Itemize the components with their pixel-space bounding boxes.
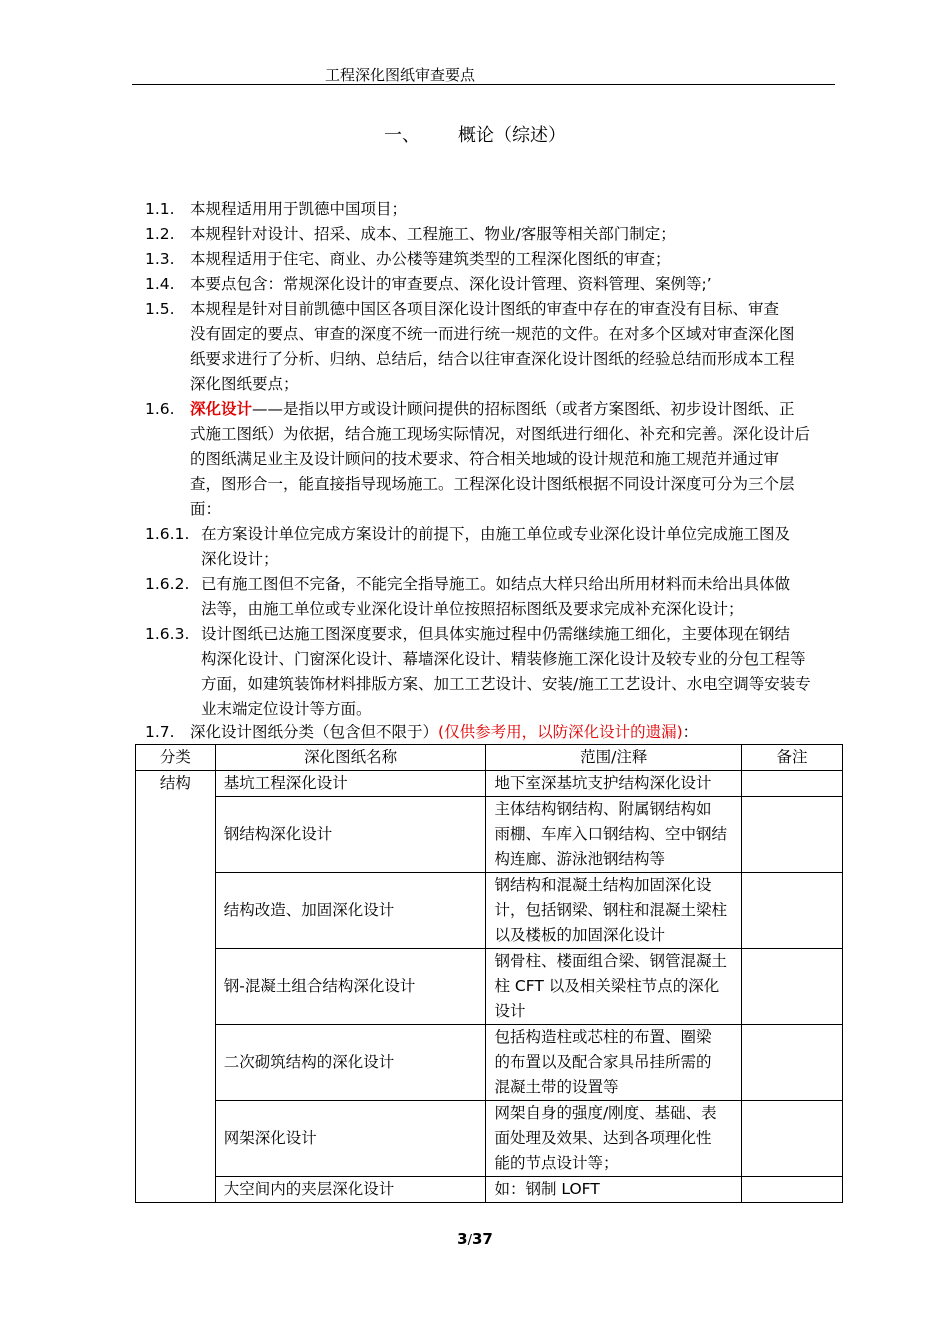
item-1-5-line: 没有固定的要点、审查的深度不统一而进行统一规范的文件。在对多个区域对审查深化图 <box>190 325 795 343</box>
scope-cell: 钢骨柱、楼面组合梁、钢管混凝土 柱 CFT 以及相关梁柱节点的深化 设计 <box>486 949 742 1025</box>
item-1-6-2: 1.6.2. 已有施工图但不完备，不能完全指导施工。如结点大样只给出所用材料而未给出具体做 <box>145 575 791 593</box>
remark-cell <box>741 1025 842 1101</box>
col-header-name: 深化图纸名称 <box>215 745 486 771</box>
header-rule <box>132 84 835 85</box>
current-page: 3 <box>457 1230 468 1248</box>
item-1-6: 1.6. 深化设计——是指以甲方或设计顾问提供的招标图纸（或者方案图纸、初步设计图纸、正 <box>145 400 795 418</box>
drawing-category-table <box>135 744 843 1203</box>
drawing-name: 结构改造、加固深化设计 <box>215 873 486 949</box>
item-1-4: 1.4. 本要点包含：常规深化设计的审查要点、深化设计管理、资料管理、案例等;’ <box>145 275 712 293</box>
col-header-scope: 范围/注释 <box>486 745 742 771</box>
drawing-name: 钢-混凝土组合结构深化设计 <box>215 949 486 1025</box>
item-1-1: 1.1. 本规程适用用于凯德中国项目； <box>145 200 408 218</box>
section-title <box>0 121 950 147</box>
drawing-name: 网架深化设计 <box>215 1101 486 1177</box>
scope-cell: 包括构造柱或芯柱的布置、圈梁 的布置以及配合家具吊挂所需的 混凝土带的设置等 <box>486 1025 742 1101</box>
table-row <box>136 873 843 949</box>
item-1-6-line: 式施工图纸）为依据，结合施工现场实际情况，对图纸进行细化、补充和完善。深化设计后 <box>190 425 811 443</box>
scope-cell: 网架自身的强度/刚度、基础、表 面处理及效果、达到各项理化性 能的节点设计等； <box>486 1101 742 1177</box>
drawing-name: 二次砌筑结构的深化设计 <box>215 1025 486 1101</box>
running-header: 工程深化图纸审查要点 <box>325 66 476 84</box>
table-row <box>136 1025 843 1101</box>
table-row <box>136 1177 843 1203</box>
remark-cell <box>741 797 842 873</box>
item-1-6-1-line: 深化设计； <box>201 550 279 568</box>
item-1-2: 1.2. 本规程针对设计、招采、成本、工程施工、物业/客服等相关部门制定； <box>145 225 676 243</box>
term-highlight: 深化设计 <box>190 400 253 418</box>
col-header-remark: 备注 <box>741 745 842 771</box>
page-number <box>0 1230 950 1248</box>
remark-cell <box>741 873 842 949</box>
item-1-5-line: 深化图纸要点； <box>190 375 299 393</box>
table-row <box>136 771 843 797</box>
page-separator: / <box>467 1233 472 1248</box>
scope-cell: 钢结构和混凝土结构加固深化设 计，包括钢梁、钢柱和混凝土梁柱 以及楼板的加固深化设计 <box>486 873 742 949</box>
table-row <box>136 949 843 1025</box>
item-1-7: 1.7. 深化设计图纸分类（包含但不限于）(仅供参考用，以防深化设计的遗漏)： <box>145 723 699 741</box>
remark-cell <box>741 1101 842 1177</box>
item-1-5: 1.5. 本规程是针对目前凯德中国区各项目深化设计图纸的审查中存在的审查没有目标、审查 <box>145 300 780 318</box>
table-header-row <box>136 745 843 771</box>
item-1-6-3-line: 业末端定位设计等方面。 <box>201 700 372 718</box>
item-1-6-3: 1.6.3. 设计图纸已达施工图深度要求，但具体实施过程中仍需继续施工细化，主要体现在钢结 <box>145 625 791 643</box>
total-pages: 37 <box>471 1230 493 1248</box>
table-row <box>136 1101 843 1177</box>
item-1-6-3-line: 构深化设计、门窗深化设计、幕墙深化设计、精装修施工深化设计及较专业的分包工程等 <box>201 650 806 668</box>
item-1-6-line: 查，图形合一，能直接指导现场施工。工程深化设计图纸根据不同设计深度可分为三个层 <box>190 475 795 493</box>
scope-cell: 如：钢制 LOFT <box>486 1177 742 1203</box>
scope-cell: 主体结构钢结构、附属钢结构如 雨棚、车库入口钢结构、空中钢结 构连廊、游泳池钢结构等 <box>486 797 742 873</box>
item-1-6-line: 面： <box>190 500 222 518</box>
drawing-name: 钢结构深化设计 <box>215 797 486 873</box>
item-1-6-1: 1.6.1. 在方案设计单位完成方案设计的前提下，由施工单位或专业深化设计单位完成施工图及 <box>145 525 791 543</box>
table-row <box>136 797 843 873</box>
col-header-category: 分类 <box>136 745 216 771</box>
scope-cell: 地下室深基坑支护结构深化设计 <box>486 771 742 797</box>
section-number: 一、 <box>384 125 420 146</box>
drawing-name: 基坑工程深化设计 <box>215 771 486 797</box>
reference-note: (仅供参考用，以防深化设计的遗漏) <box>438 723 683 741</box>
item-1-6-3-line: 方面，如建筑装饰材料排版方案、加工工艺设计、安装/施工工艺设计、水电空调等安装专 <box>201 675 811 693</box>
remark-cell <box>741 771 842 797</box>
remark-cell <box>741 1177 842 1203</box>
section-heading: 概论（综述） <box>458 125 566 146</box>
remark-cell <box>741 949 842 1025</box>
item-1-6-line: 的图纸满足业主及设计顾问的技术要求、符合相关地域的设计规范和施工规范并通过审 <box>190 450 780 468</box>
item-1-3: 1.3. 本规程适用于住宅、商业、办公楼等建筑类型的工程深化图纸的审查； <box>145 250 671 268</box>
item-1-6-2-line: 法等，由施工单位或专业深化设计单位按照招标图纸及要求完成补充深化设计； <box>201 600 744 618</box>
drawing-name: 大空间内的夹层深化设计 <box>215 1177 486 1203</box>
item-1-5-line: 纸要求进行了分析、归纳、总结后，结合以往审查深化设计图纸的经验总结而形成本工程 <box>190 350 795 368</box>
category-cell: 结构 <box>136 771 216 1203</box>
